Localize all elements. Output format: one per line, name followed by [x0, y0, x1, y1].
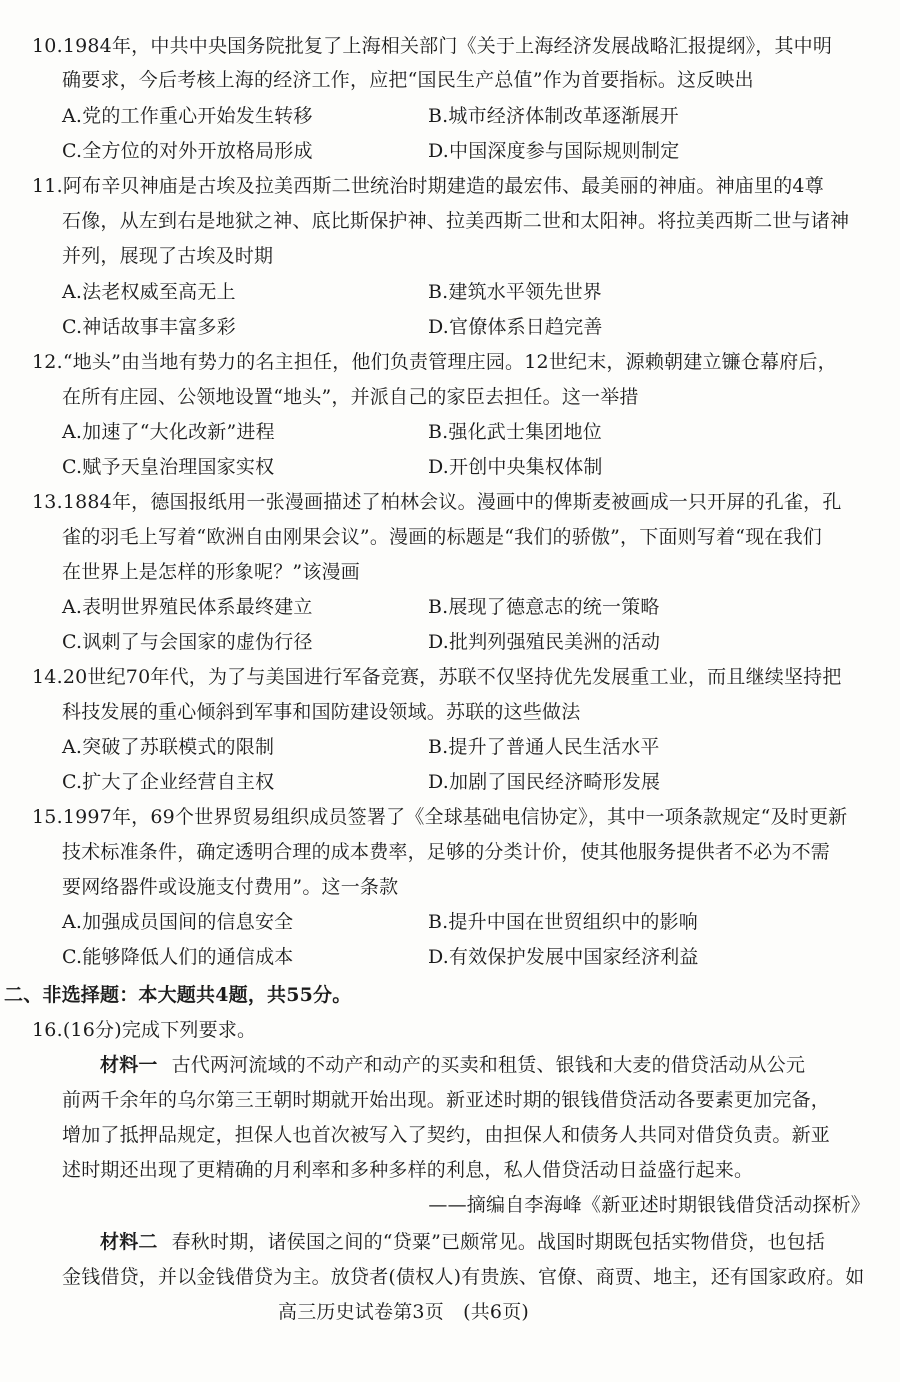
material2-line-2: 金钱借贷，并以金钱借贷为主。放贷者(债权人)有贵族、官僚、商贾、地主，还有国家政府。如 — [62, 1266, 865, 1288]
q13-line-3: 在世界上是怎样的形象呢？”该漫画 — [62, 561, 360, 583]
q10-line-1: 10.1984年，中共中央国务院批复了上海相关部门《关于上海经济发展战略汇报提纲》，其中明 — [32, 35, 833, 57]
q11-option-c: C.神话故事丰富多彩 — [62, 316, 236, 338]
q14-option-d: D.加剧了国民经济畸形发展 — [428, 771, 661, 793]
q13-option-b: B.展现了德意志的统一策略 — [428, 596, 660, 618]
q15-line-3: 要网络器件或设施支付费用”。这一条款 — [62, 876, 399, 898]
material1-line-2: 前两千余年的乌尔第三王朝时期就开始出现。新亚述时期的银钱借贷活动各要素更加完备， — [62, 1089, 831, 1111]
q13-option-c: C.讽刺了与会国家的虚伪行径 — [62, 631, 313, 653]
material1-line-1 — [100, 1053, 805, 1077]
q10-line-2: 确要求，今后考核上海的经济工作，应把“国民生产总值”作为首要指标。这反映出 — [62, 69, 754, 91]
q10-option-b: B.城市经济体制改革逐渐展开 — [428, 105, 679, 127]
q15-option-c: C.能够降低人们的通信成本 — [62, 946, 294, 968]
q11-line-1: 11.阿布辛贝神庙是古埃及拉美西斯二世统治时期建造的最宏伟、最美丽的神庙。神庙里的4尊 — [32, 175, 824, 197]
q14-line-2: 科技发展的重心倾斜到军事和国防建设领域。苏联的这些做法 — [62, 701, 581, 723]
material1-label: 材料一 — [100, 1054, 158, 1076]
q12-option-a: A.加速了“大化改新”进程 — [62, 421, 275, 443]
q13-option-a: A.表明世界殖民体系最终建立 — [62, 596, 313, 618]
q12-option-c: C.赋予天皇治理国家实权 — [62, 456, 275, 478]
q15-line-1: 15.1997年，69个世界贸易组织成员签署了《全球基础电信协定》，其中一项条款规定“及时更新 — [32, 806, 848, 828]
q12-line-2: 在所有庄园、公领地设置“地头”，并派自己的家臣去担任。这一举措 — [62, 386, 639, 408]
q10-option-d: D.中国深度参与国际规则制定 — [428, 140, 680, 162]
q11-option-b: B.建筑水平领先世界 — [428, 281, 603, 303]
q14-line-1: 14.20世纪70年代，为了与美国进行军备竞赛，苏联不仅坚持优先发展重工业，而且继续坚持把 — [32, 666, 842, 688]
q14-option-c: C.扩大了企业经营自主权 — [62, 771, 275, 793]
q12-option-d: D.开创中央集权体制 — [428, 456, 603, 478]
section-heading: 二、非选择题：本大题共4题，共55分。 — [4, 984, 352, 1006]
page-footer: 高三历史试卷第3页 (共6页) — [278, 1301, 530, 1323]
q13-line-2: 雀的羽毛上写着“欧洲自由刚果会议”。漫画的标题是“我们的骄傲”，下面则写着“现在我们 — [62, 526, 822, 548]
q16-heading: 16.(16分)完成下列要求。 — [32, 1019, 257, 1041]
q11-option-d: D.官僚体系日趋完善 — [428, 316, 603, 338]
q11-line-3: 并列，展现了古埃及时期 — [62, 245, 274, 267]
q15-option-b: B.提升中国在世贸组织中的影响 — [428, 911, 699, 933]
q14-option-b: B.提升了普通人民生活水平 — [428, 736, 660, 758]
q13-option-d: D.批判列强殖民美洲的活动 — [428, 631, 661, 653]
material1-line-4: 述时期还出现了更精确的月利率和多种多样的利息，私人借贷活动日益盛行起来。 — [62, 1159, 754, 1181]
q11-option-a: A.法老权威至高无上 — [62, 281, 236, 303]
q10-option-a: A.党的工作重心开始发生转移 — [62, 105, 313, 127]
material1-text-1: 古代两河流域的不动产和动产的买卖和租赁、银钱和大麦的借贷活动从公元 — [171, 1054, 806, 1076]
q10-option-c: C.全方位的对外开放格局形成 — [62, 140, 313, 162]
q13-line-1: 13.1884年，德国报纸用一张漫画描述了柏林会议。漫画中的俾斯麦被画成一只开屏的孔雀，孔 — [32, 491, 842, 513]
q11-line-2: 石像，从左到右是地狱之神、底比斯保护神、拉美西斯二世和太阳神。将拉美西斯二世与诸神 — [62, 210, 850, 232]
q15-option-a: A.加强成员国间的信息安全 — [62, 911, 294, 933]
material2-text-1: 春秋时期，诸侯国之间的“贷粟”已颇常见。战国时期既包括实物借贷，也包括 — [171, 1231, 826, 1253]
material1-line-3: 增加了抵押品规定，担保人也首次被写入了契约，由担保人和债务人共同对借贷负责。新亚 — [62, 1124, 831, 1146]
q15-line-2: 技术标准条件，确定透明合理的成本费率，足够的分类计价，使其他服务提供者不必为不需 — [62, 841, 831, 863]
q12-option-b: B.强化武士集团地位 — [428, 421, 603, 443]
material1-source: ——摘编自李海峰《新亚述时期银钱借贷活动探析》 — [428, 1194, 870, 1216]
material2-label: 材料二 — [100, 1231, 158, 1253]
q12-line-1: 12.“地头”由当地有势力的名主担任，他们负责管理庄园。12世纪末，源赖朝建立镰仓幕府后， — [32, 351, 837, 373]
q15-option-d: D.有效保护发展中国家经济利益 — [428, 946, 699, 968]
material2-line-1 — [100, 1230, 825, 1254]
q14-option-a: A.突破了苏联模式的限制 — [62, 736, 275, 758]
